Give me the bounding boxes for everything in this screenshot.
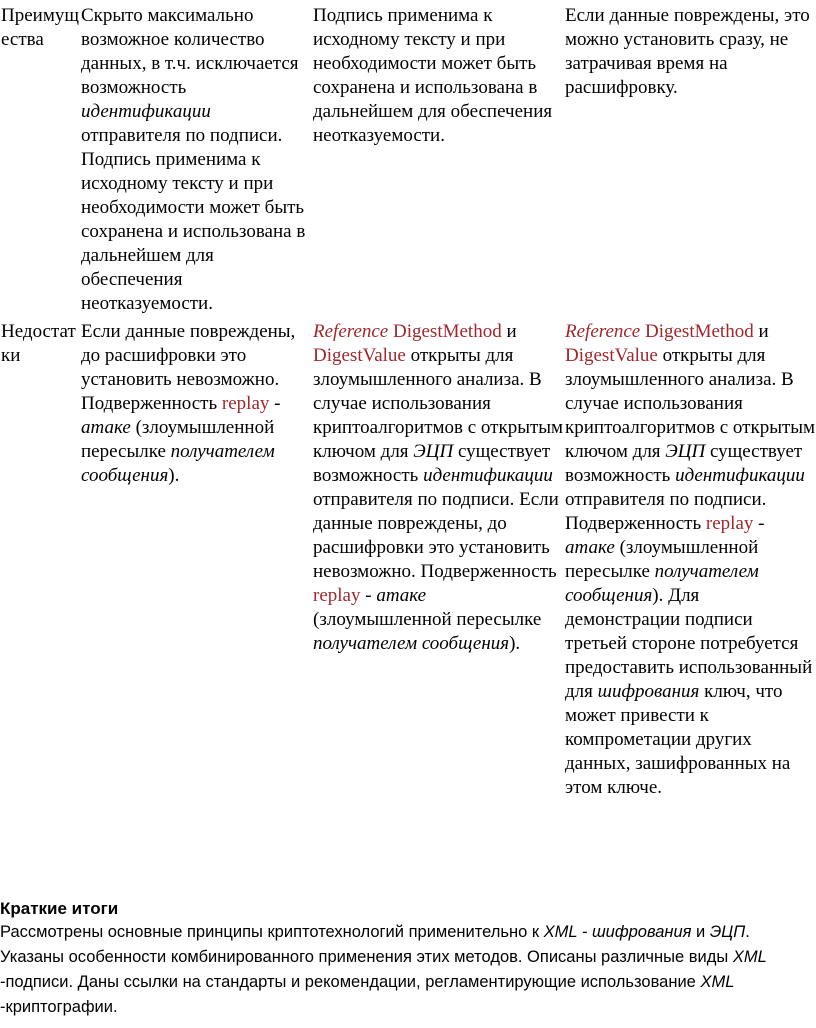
text: . Указаны особенности комбинированного применения этих методов. Описаны различные виды bbox=[0, 923, 750, 966]
italic-term: шифрования bbox=[597, 681, 700, 702]
italic-term: получателем сообщения bbox=[81, 441, 275, 486]
table-row-advantages bbox=[0, 0, 816, 316]
advantages-cell-2 bbox=[312, 0, 564, 316]
italic-term: XML bbox=[732, 948, 767, 966]
replay-term: replay bbox=[705, 513, 754, 534]
text: отправителя по подписи. Подпись применима к исходному тексту и при необходимости может быть сохранена и использована в дальнейшем для обеспечения неотказуемости. bbox=[81, 125, 306, 314]
text: (злоумышленной пересылке bbox=[313, 609, 542, 630]
reference-term: Reference bbox=[313, 321, 389, 342]
text: -криптографии. bbox=[0, 998, 118, 1016]
italic-term: атаке bbox=[376, 585, 427, 606]
text: и bbox=[691, 923, 710, 941]
summary-heading: Краткие итоги bbox=[0, 899, 119, 918]
disadvantages-cell-2 bbox=[312, 316, 564, 800]
text: Если данные повреждены, до расшифровки это установить невозможно. Подверженность bbox=[81, 321, 296, 414]
summary-paragraph bbox=[0, 920, 816, 1020]
text: - bbox=[269, 393, 281, 414]
text: отправителя по подписи. Подверженность bbox=[565, 489, 767, 534]
summary-section bbox=[0, 898, 816, 1020]
italic-term: ЭЦП bbox=[709, 923, 746, 941]
text: существует возможность bbox=[313, 441, 551, 486]
text: ). bbox=[509, 633, 521, 654]
text: Рассмотрены основные принципы криптотехнологий применительно к bbox=[0, 923, 544, 941]
italic-term: ЭЦП bbox=[413, 441, 454, 462]
replay-term: replay bbox=[221, 393, 270, 414]
text: Если данные повреждены, это можно установить сразу, не затрачивая время на расшифровку. bbox=[565, 5, 810, 98]
italic-term: получателем сообщения bbox=[565, 561, 759, 606]
text: (злоумышленной пересылке bbox=[565, 537, 759, 582]
row-label-disadvantages bbox=[0, 316, 80, 800]
text: ). Для демонстрации подписи третьей стороне потребуется предоставить использованный для bbox=[565, 585, 813, 702]
table-row-disadvantages bbox=[0, 316, 816, 800]
italic-term: ЭЦП bbox=[665, 441, 706, 462]
italic-term: идентификации bbox=[423, 465, 553, 486]
text: -подписи. Даны ссылки на стандарты и рекомендации, регламентирующие использование bbox=[0, 973, 701, 991]
disadvantages-cell-3 bbox=[564, 316, 816, 800]
text: - bbox=[753, 513, 765, 534]
text: и bbox=[501, 321, 517, 342]
advantages-cell-1 bbox=[80, 0, 312, 316]
italic-term: атаке bbox=[81, 417, 131, 438]
text: открыты для злоумышленного анализа. В случае использования криптоалгоритмов с открытым ключом для bbox=[313, 345, 564, 462]
text: - bbox=[360, 585, 377, 606]
replay-term: replay bbox=[313, 585, 361, 606]
digestmethod-term: DigestMethod bbox=[393, 321, 502, 342]
italic-term: атаке bbox=[565, 537, 615, 558]
text: существует возможность bbox=[565, 441, 803, 486]
italic-term: идентификации bbox=[675, 465, 805, 486]
disadvantages-cell-1 bbox=[80, 316, 312, 800]
italic-term: XML - шифрования bbox=[543, 923, 692, 941]
text: отправителя по подписи. Если данные повреждены, до расшифровки это установить невозможно. Подверженность bbox=[313, 489, 559, 582]
text: (злоумышленной пересылке bbox=[81, 417, 275, 462]
italic-term: XML bbox=[700, 973, 735, 991]
row-label-advantages bbox=[0, 0, 80, 316]
text: Скрыто максимально возможное количество данных, в т.ч. исключается возможность bbox=[81, 5, 299, 98]
digestmethod-term: DigestMethod bbox=[645, 321, 754, 342]
reference-term: Reference bbox=[565, 321, 641, 342]
advantages-cell-3 bbox=[564, 0, 816, 316]
text: открыты для злоумышленного анализа. В случае использования криптоалгоритмов с открытым ключом для bbox=[565, 345, 816, 462]
row-label-text: Недостатки bbox=[1, 321, 76, 366]
italic-term: идентификации bbox=[81, 101, 211, 122]
italic-term: получателем сообщения bbox=[313, 633, 510, 654]
text: ). bbox=[168, 465, 180, 486]
text: и bbox=[753, 321, 769, 342]
text: ключ, что может привести к компрометации других данных, зашифрованных на этом ключе. bbox=[565, 681, 791, 798]
digestvalue-term: DigestValue bbox=[565, 345, 658, 366]
digestvalue-term: DigestValue bbox=[313, 345, 406, 366]
text: Подпись применима к исходному тексту и при необходимости может быть сохранена и использована в дальнейшем для обеспечения неотказуемости. bbox=[313, 5, 553, 146]
row-label-text: Преимущества bbox=[1, 5, 79, 50]
